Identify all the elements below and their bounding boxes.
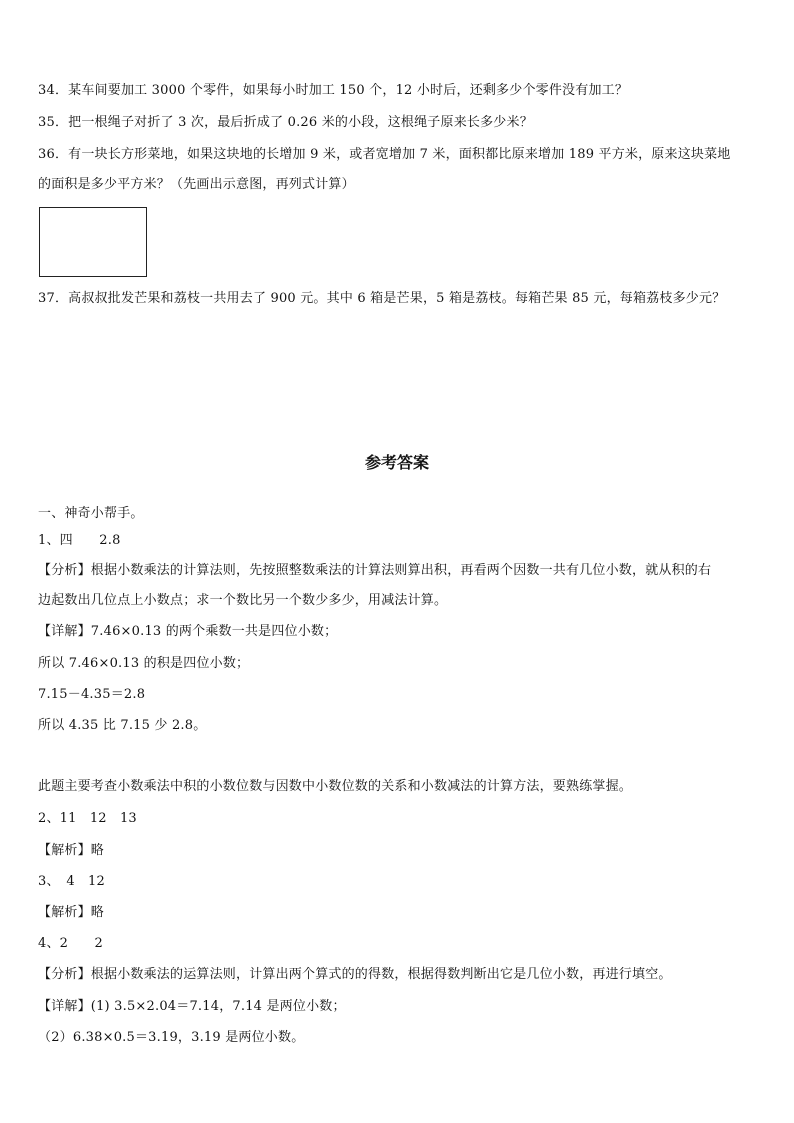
- answer-2: 2、11 12 13: [38, 811, 137, 826]
- question-37: 37．高叔叔批发芒果和荔枝一共用去了 900 元。其中 6 箱是芒果，5 箱是荔枝。每箱芒果 85 元，每箱荔枝多少元？: [38, 291, 726, 306]
- answer-1-analysis-line-1: 【分析】根据小数乘法的计算法则，先按照整数乘法的计算法则算出积，再看两个因数一共有几位小数，就从积的右: [38, 563, 712, 578]
- question-36-line-2: 的面积是多少平方米？（先画出示意图，再列式计算）: [38, 177, 355, 192]
- answer-1-detail-line-4: 所以 4.35 比 7.15 少 2.8。: [38, 718, 207, 733]
- answer-1-detail-line-3: 7.15－4.35＝2.8: [38, 687, 146, 702]
- answer-2-analysis: 【解析】略: [38, 843, 105, 858]
- answer-3-analysis: 【解析】略: [38, 905, 105, 920]
- answer-4-detail-line-2: （2）6.38×0.5＝3.19，3.19 是两位小数。: [38, 1030, 305, 1045]
- answer-1-summary: 此题主要考查小数乘法中积的小数位数与因数中小数位数的关系和小数减法的计算方法，要熟练掌握。: [38, 779, 633, 794]
- answer-4-detail-line-1: 【详解】(1) 3.5×2.04＝7.14，7.14 是两位小数；: [38, 999, 346, 1014]
- answer-1-detail-line-1: 【详解】7.46×0.13 的两个乘数一共是四位小数；: [38, 624, 338, 639]
- question-34: 34．某车间要加工 3000 个零件，如果每小时加工 150 个，12 小时后，还剩多少个零件没有加工？: [38, 83, 629, 98]
- sketch-rectangle: [39, 207, 147, 277]
- question-35: 35．把一根绳子对折了 3 次，最后折成了 0.26 米的小段，这根绳子原来长多少米？: [38, 115, 533, 130]
- answer-1-detail-line-2: 所以 7.46×0.13 的积是四位小数；: [38, 656, 250, 671]
- answer-4: 4、2 2: [38, 936, 104, 951]
- answer-4-analysis: 【分析】根据小数乘法的运算法则，计算出两个算式的的得数，根据得数判断出它是几位小数，再进行填空。: [38, 967, 672, 982]
- question-36-line-1: 36．有一块长方形菜地，如果这块地的长增加 9 米，或者宽增加 7 米，面积都比原来增加 189 平方米，原来这块菜地: [38, 147, 731, 162]
- section-heading: 一、神奇小帮手。: [38, 506, 144, 521]
- answer-1: 1、四 2.8: [38, 533, 121, 548]
- answers-title: 参考答案: [364, 453, 429, 472]
- answer-1-analysis-line-2: 边起数出几位点上小数点；求一个数比另一个数少多少，用减法计算。: [38, 593, 448, 608]
- answer-3: 3、 4 12: [38, 874, 105, 889]
